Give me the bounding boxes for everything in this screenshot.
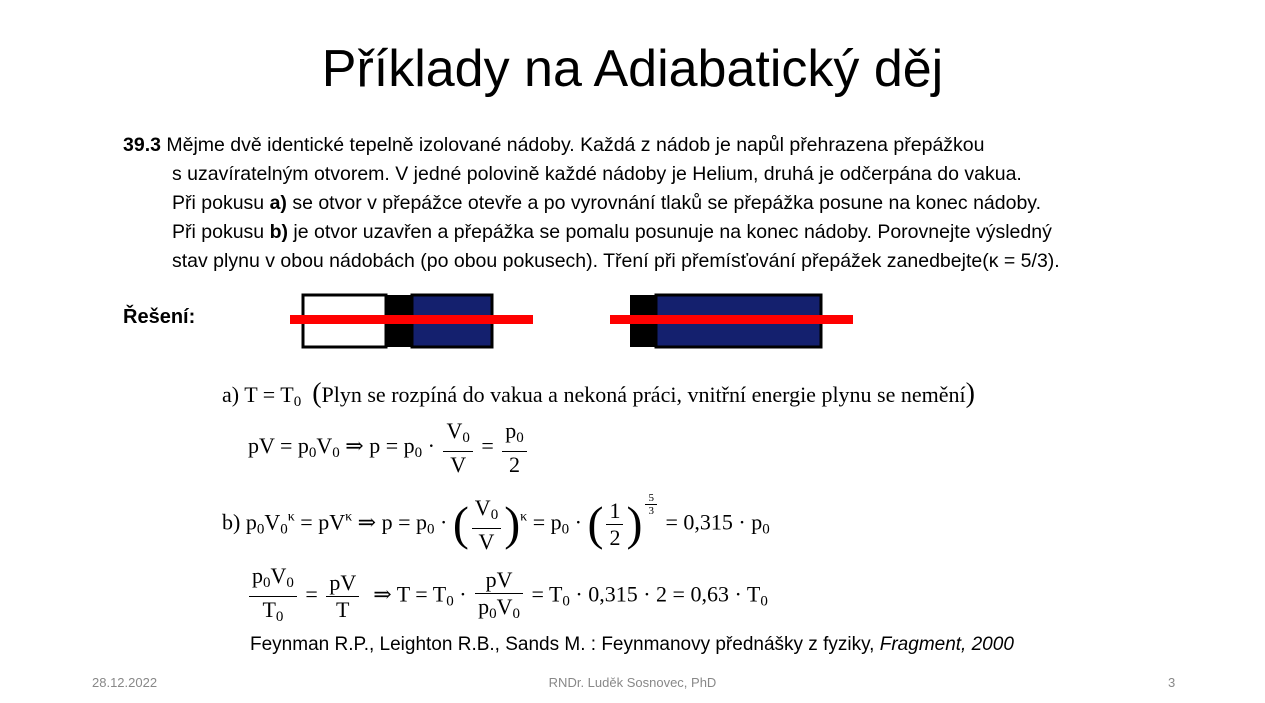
reference xyxy=(250,634,1014,656)
footer-author: RNDr. Luděk Sosnovec, PhD xyxy=(548,675,717,690)
result-b-value-2: 0,315 xyxy=(588,581,638,607)
equation-a-line2: pV = $p_0V_0$ ⇒ $p = p_0$ · $\frac{V_0}{V}$ = $\frac{p_0}{2}$ xyxy=(248,418,530,478)
problem-line-1: 39.3 Mějme dvě identické tepelně izolované nádoby. Každá z nádob je napůl přehrazena přepážkou xyxy=(123,134,985,156)
problem-line-3: Při pokusu a) se otvor v přepážce otevře a po vyrovnání tlaků se přepážka posune na konec nádoby. xyxy=(172,192,1042,214)
equation-b-line1: b) $p_0V_0^\kappa = pV^\kappa$ ⇒ $p = p_0$ · ( $\frac{V_0}{V}$ )$^\kappa = p_0$ · ( $\frac{1}{2}$ ) $^{\frac{5}{3}}$ = $0,315 \cdot p_0$ xyxy=(222,492,770,554)
result-T-value: 0,63 xyxy=(690,581,729,607)
footer-page-number: 3 xyxy=(1168,675,1176,690)
problem-line-4: Při pokusu b) je otvor uzavřen a přepážka se pomalu posunuje na konec nádoby. Porovnejte výsledný xyxy=(172,221,1052,243)
problem-line-5: stav plynu v obou nádobách (po obou pokusech). Tření při přemísťování přepážek zanedbejte(κ = 5/3). xyxy=(172,250,1060,272)
problem-number: 39.3 xyxy=(123,134,161,156)
part-a-note: Plyn se rozpíná do vakua a nekoná práci, vnitřní energie plynu se nemění xyxy=(321,382,966,407)
slide-title: Příklady na Adiabatický děj xyxy=(321,40,944,98)
equation-a-line1: a) $T = T_0$ (Plyn se rozpíná do vakua a nekoná práci, vnitřní energie plynu se nemění) xyxy=(222,378,975,410)
reference-source: Fragment, 2000 xyxy=(879,634,1014,655)
footer-date: 28.12.2022 xyxy=(92,675,158,690)
equation-b-line2: $\frac{p_0V_0}{T_0}$ = $\frac{pV}{T}$ ⇒ $T = T_0$ · $\frac{pV}{p_0V_0}$ = $T_0 \cdot 0,315 \cdot 2 = 0,63 \cdot T_0$ xyxy=(246,563,768,630)
vessel-a-diagram xyxy=(285,292,535,350)
reference-authors: Feynman R.P., Leighton R.B., Sands M. : Feynmanovy přednášky z fyziky, xyxy=(250,634,880,655)
vessel-a-rod xyxy=(290,315,533,324)
vessel-b-rod xyxy=(610,315,853,324)
vessel-b-diagram xyxy=(605,292,855,350)
problem-statement xyxy=(123,131,1203,276)
solution-label: Řešení: xyxy=(123,306,196,328)
problem-line-2: s uzavíratelným otvorem. V jedné polovině každé nádoby je Helium, druhá je odčerpána do vakua. xyxy=(172,163,1022,185)
result-b-value: 0,315 xyxy=(683,509,733,535)
